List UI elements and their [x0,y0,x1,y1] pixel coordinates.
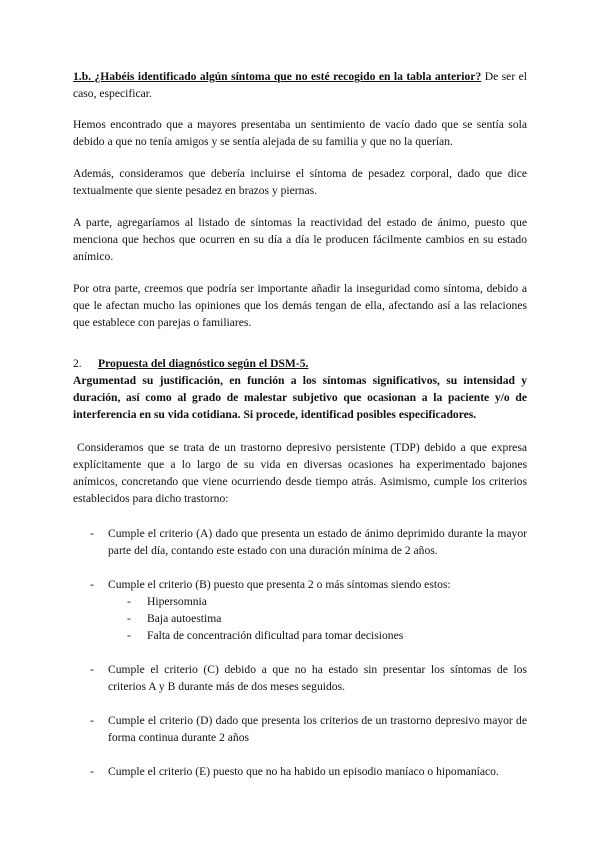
symptom-list [108,593,527,644]
criterion-item [73,576,527,644]
criteria-list [73,525,527,780]
list-dash: - [127,595,131,608]
symptom-item [108,610,527,627]
question-title: 1.b. ¿Habéis identificado algún síntoma que no esté recogido en la tabla anterior? [73,70,482,83]
question-tail: De ser el caso, especificar. [73,70,527,100]
symptom-text: Hipersomnia [147,595,207,608]
criterion-item [73,712,527,746]
question-1b [73,68,527,102]
criterion-text: Cumple el criterio (A) dado que presenta un estado de ánimo deprimido durante la mayor parte del día, contando este estado con una duración mínima de 2 años. [108,527,527,557]
list-dash: - [90,527,94,540]
document-page [73,68,527,797]
section-number: 2. [73,357,82,370]
symptom-item [108,593,527,610]
list-dash: - [127,612,131,625]
symptom-text: Baja autoestima [147,612,222,625]
section-heading [73,355,527,372]
answer-paragraph: Hemos encontrado que a mayores presentaba un sentimiento de vacío dado que se sentía sola debido a que no tenía amigos y se sentía alejada de su familia y que no la querían. [73,118,527,148]
answer-paragraph: A parte, agregaríamos al listado de síntomas la reactividad del estado de ánimo, puesto que menciona que hechos que ocurren en su día a día le producen fácilmente cambios en su estado anímico. [73,216,527,263]
section-2 [73,355,527,780]
diagnosis-intro: Consideramos que se trata de un trastorno depresivo persistente (TDP) debido a que expresa explícitamente que a lo largo de su vida en diversas ocasiones ha experimentado bajones anímicos, concretando que viene ocurriendo desde tiempo atrás. Asimismo, cumple los criterios establecidos para dicho trastorno: [73,441,527,505]
answer-paragraph: Por otra parte, creemos que podría ser importante añadir la inseguridad como síntoma, debido a que le afectan mucho las opiniones que los demás tengan de ella, afectando así a las relaciones que establece con parejas o familiares. [73,282,527,329]
criterion-item [73,763,527,780]
list-dash: - [90,714,94,727]
criterion-text: Cumple el criterio (E) puesto que no ha habido un episodio maníaco o hipomaníaco. [108,765,499,778]
section-title: Propuesta del diagnóstico según el DSM-5. [98,357,309,370]
list-dash: - [90,663,94,676]
section-instructions: Argumentad su justificación, en función a los síntomas significativos, su intensidad y duración, así como al grado de malestar subjetivo que ocasionan a la paciente y/o de interferencia en su vida cotidiana. Si procede, identificad posibles especificadores. [73,374,527,421]
criterion-text: Cumple el criterio (B) puesto que presenta 2 o más síntomas siendo estos: [108,578,451,591]
list-dash: - [90,578,94,591]
criterion-text: Cumple el criterio (D) dado que presenta los criterios de un trastorno depresivo mayor de forma continua durante 2 años [108,714,527,744]
list-dash: - [90,765,94,778]
symptom-item [108,627,527,644]
criterion-item [73,661,527,695]
criterion-text: Cumple el criterio (C) debido a que no ha estado sin presentar los síntomas de los criterios A y B durante más de dos meses seguidos. [108,663,527,693]
criterion-item [73,525,527,559]
symptom-text: Falta de concentración dificultad para tomar decisiones [147,629,404,642]
list-dash: - [127,629,131,642]
answer-paragraph: Además, consideramos que debería incluirse el síntoma de pesadez corporal, dado que dice textualmente que siente pesadez en brazos y piernas. [73,167,527,197]
